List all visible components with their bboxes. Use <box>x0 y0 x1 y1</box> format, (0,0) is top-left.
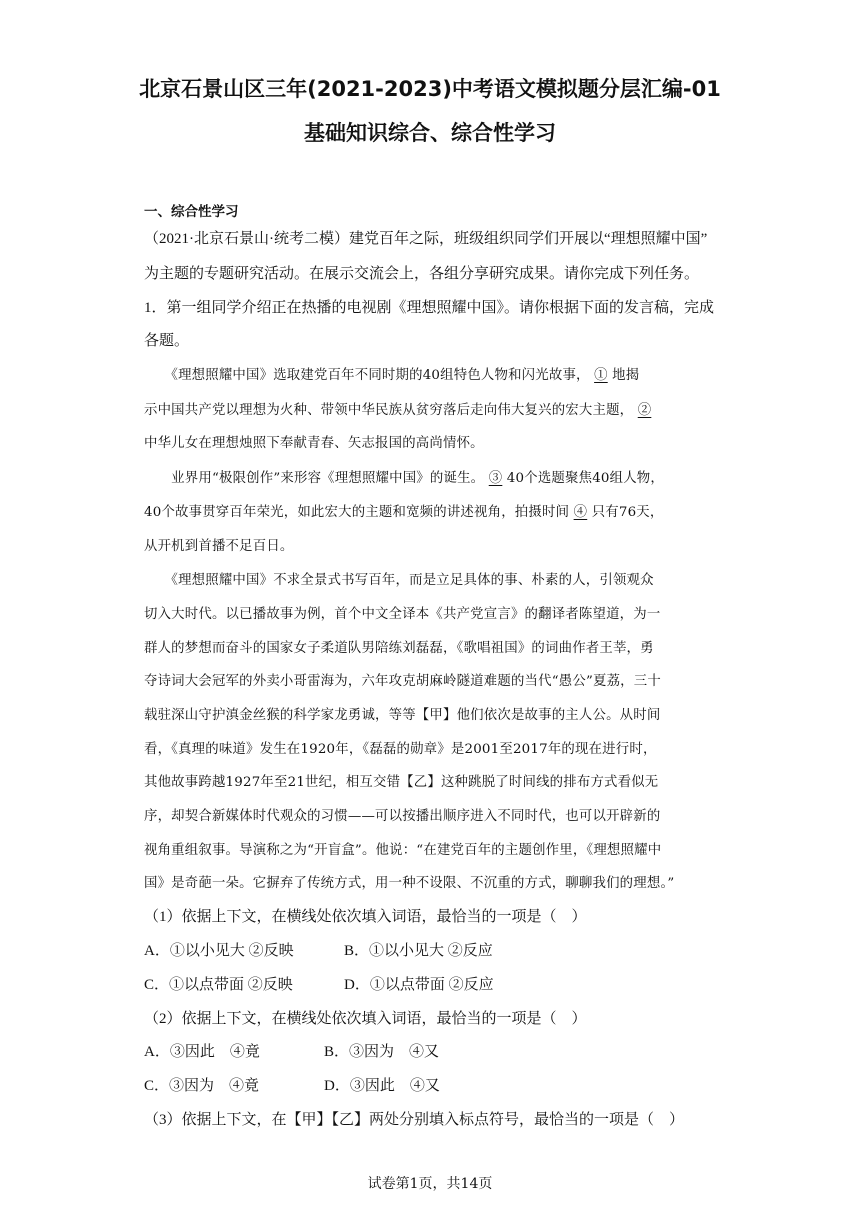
passage-text: 40个故事贯穿百年荣光，如此宏大的主题和宽频的讲述视角，拍摄时间 <box>144 505 570 520</box>
question-1-2-stem: （2）依据上下文，在横线处依次填入词语，最恰当的一项是（ ） <box>144 1011 587 1027</box>
passage-p3-line5: 载驻深山守护滇金丝猴的科学家龙勇诚，等等【甲】他们依次是故事的主人公。从时间 <box>144 708 661 723</box>
source-line-2: 为主题的专题研究活动。在展示交流会上，各组分享研究成果。请你完成下列任务。 <box>144 266 700 282</box>
question-1-1-option-c[interactable]: C．①以点带面 ②反映 <box>144 977 293 993</box>
document-title-line1: 北京石景山区三年(2021-2023)中考语文模拟题分层汇编-01 <box>139 77 721 101</box>
passage-text: 地揭 <box>612 368 640 383</box>
question-1-2-option-b[interactable]: B．③因为 ④又 <box>324 1044 440 1060</box>
passage-p1-line2 <box>144 401 651 421</box>
blank-4: ④ <box>573 505 588 520</box>
passage-p3-line9: 视角重组叙事。导演称之为“开盲盒”。他说：“在建党百年的主题创作里，《理想照耀中 <box>144 843 662 858</box>
passage-p3-line4: 夺诗词大会冠军的外卖小哥雷海为，六年攻克胡麻岭隧道难题的当代“愚公”夏荔，三十 <box>144 674 661 689</box>
question-1-1-option-a[interactable]: A．①以小见大 ②反映 <box>144 943 294 959</box>
passage-text: 示中国共产党以理想为火种、带领中华民族从贫穷落后走向伟大复兴的宏大主题， <box>144 403 634 418</box>
document-title-line2: 基础知识综合、综合性学习 <box>304 121 556 145</box>
passage-p2-line1 <box>144 469 664 489</box>
passage-text: 40个选题聚焦40组人物， <box>506 471 664 486</box>
passage-text: 只有76天， <box>591 505 664 520</box>
question-1-line-1: 1．第一组同学介绍正在热播的电视剧《理想照耀中国》。请你根据下面的发言稿，完成 <box>144 300 715 316</box>
question-1-1-option-b[interactable]: B．①以小见大 ②反应 <box>344 943 493 959</box>
passage-p3-line6: 看，《真理的味道》发生在1920年，《磊磊的勋章》是2001至2017年的现在进行时， <box>144 742 657 757</box>
passage-p2-line3: 从开机到首播不足百日。 <box>144 539 294 554</box>
question-1-2-option-a[interactable]: A．③因此 ④竟 <box>144 1044 260 1060</box>
blank-3: ③ <box>488 471 503 486</box>
passage-p3-line1: 《理想照耀中国》不求全景式书写百年，而是立足具体的事、朴素的人，引领观众 <box>144 573 654 588</box>
passage-p3-line10: 国》是奇葩一朵。它摒弃了传统方式，用一种不设限、不沉重的方式，聊聊我们的理想。” <box>144 876 675 891</box>
passage-p1-line1 <box>144 366 639 386</box>
question-1-line-2: 各题。 <box>144 333 190 349</box>
passage-p3-line8: 序，却契合新媒体时代观众的习惯——可以按播出顺序进入不同时代，也可以开辟新的 <box>144 809 661 824</box>
question-1-1-stem: （1）依据上下文，在横线处依次填入词语，最恰当的一项是（ ） <box>144 909 587 925</box>
question-1-2-option-c[interactable]: C．③因为 ④竟 <box>144 1078 260 1094</box>
blank-1: ① <box>594 368 608 383</box>
question-1-3-stem: （3）依据上下文，在【甲】【乙】两处分别填入标点符号，最恰当的一项是（ ） <box>144 1112 685 1128</box>
passage-p1-line3: 中华儿女在理想烛照下奉献青春、矢志报国的高尚情怀。 <box>144 436 484 451</box>
passage-p3-line3: 群人的梦想而奋斗的国家女子柔道队男陪练刘磊磊，《歌唱祖国》的词曲作者王莘，勇 <box>144 641 654 656</box>
source-line-1: （2021·北京石景山·统考二模）建党百年之际，班级组织同学们开展以“理想照耀中国” <box>144 231 708 247</box>
question-1-2-option-d[interactable]: D．③因此 ④又 <box>324 1078 440 1094</box>
passage-p3-line7: 其他故事跨越1927年至21世纪，相互交错【乙】这种跳脱了时间线的排布方式看似无 <box>144 775 659 790</box>
blank-2: ② <box>637 403 652 418</box>
passage-text: 《理想照耀中国》选取建党百年不同时期的40组特色人物和闪光故事， <box>144 368 590 383</box>
question-1-1-option-d[interactable]: D．①以点带面 ②反应 <box>344 977 494 993</box>
page-footer: 试卷第1页，共14页 <box>367 1176 493 1192</box>
passage-text: 业界用“极限创作”来形容《理想照耀中国》的诞生。 <box>144 471 485 486</box>
section-heading: 一、综合性学习 <box>144 204 239 220</box>
passage-p2-line2 <box>144 503 664 523</box>
passage-p3-line2: 切入大时代。以已播故事为例，首个中文全译本《共产党宣言》的翻译者陈望道，为一 <box>144 607 661 622</box>
